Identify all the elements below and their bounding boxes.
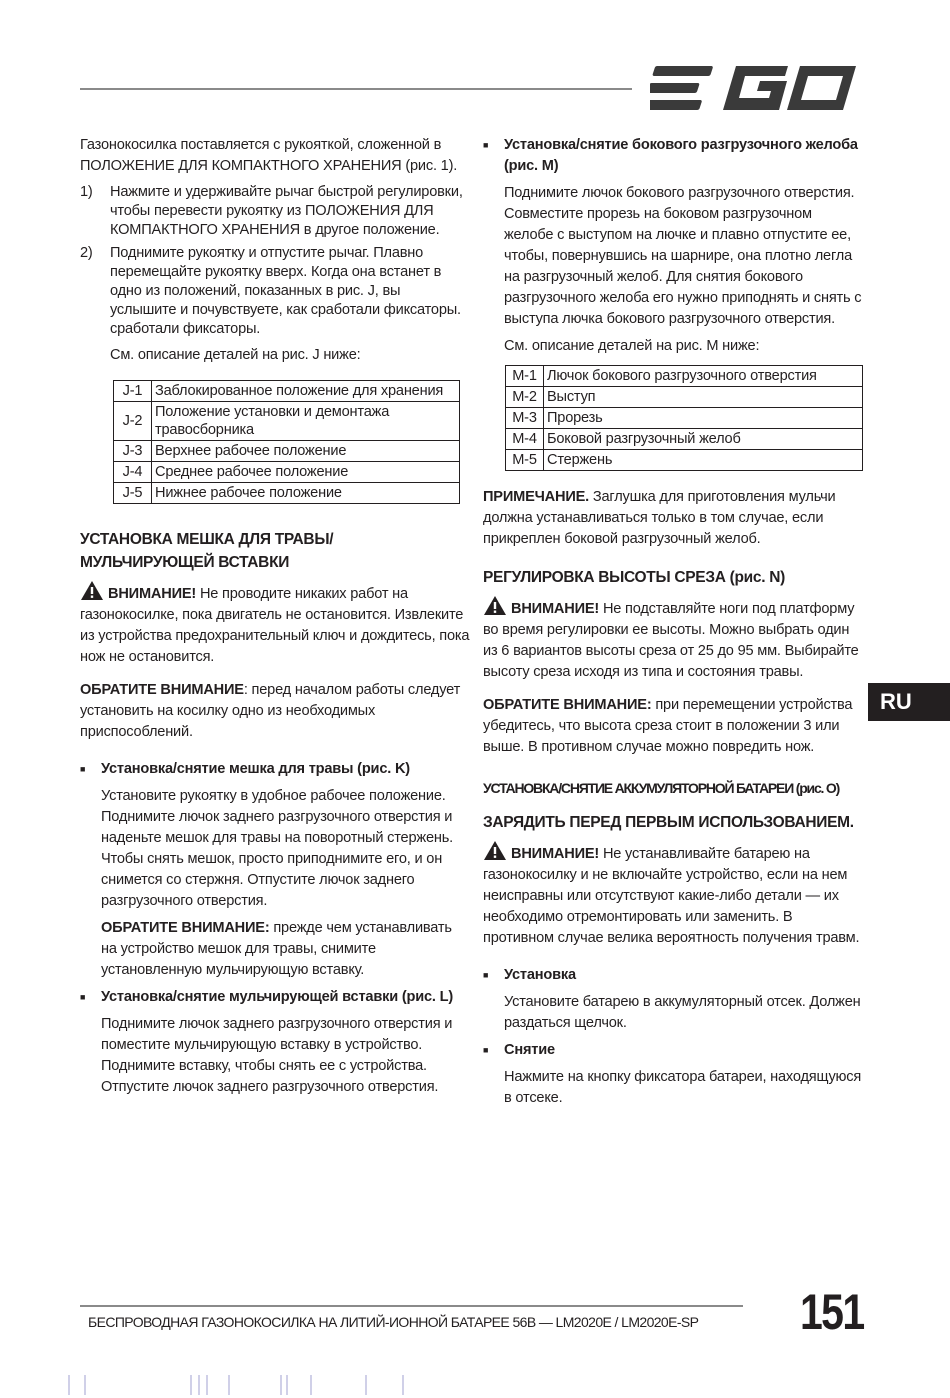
warning-icon — [483, 595, 507, 616]
warning-paragraph: ВНИМАНИЕ! Не проводите никаких работ на газонокосилке, пока двигатель не остановится. Извлеките из устройства предохранительный ключ и дождитесь, пока нож не остановится. — [80, 580, 470, 668]
left-column — [80, 135, 470, 1104]
table-row: J-1 Заблокированное положение для хранения — [114, 381, 460, 402]
bullet-mulch-plug: ■ Установка/снятие мульчирующей вставки (рис. L) — [80, 987, 470, 1008]
section-title-battery: УСТАНОВКА/СНЯТИЕ АККУМУЛЯТОРНОЙ БАТАРЕИ (рис. O) — [483, 780, 840, 796]
table-row: M-3 Прорезь — [506, 408, 863, 429]
battery-warning-paragraph: ВНИМАНИЕ! Не устанавливайте батарею на газонокосилку и не включайте устройство, если на нем неисправны или отсутствуют какие-либо детали — их необходимо отремонтировать или заменить. В противном случае велика вероятность получения травм. — [483, 840, 863, 949]
note-paragraph: ПРИМЕЧАНИЕ. Заглушка для приготовления мульчи должна устанавливаться только в том случае, если прикреплен боковой разгрузочный желоб. — [483, 489, 836, 547]
section-title-cut-height: РЕГУЛИРОВКА ВЫСОТЫ СРЕЗА (рис. N) — [483, 569, 785, 586]
intro-text: Газонокосилка поставляется с рукояткой, сложенной в ПОЛОЖЕНИЕ ДЛЯ КОМПАКТНОГО ХРАНЕНИЯ (рис. 1). — [80, 137, 458, 174]
scan-marks — [60, 1375, 460, 1397]
side-chute-text: Поднимите лючок бокового разгрузочного отверстия. Совместите прорезь на боковом разгрузочном желобе с выступом на лючке и плавно отпустите ее, чтобы, повернувшись на шарнире, она плотно легла на разгрузочный желоб. Для снятия бокового разгрузочного желоба его нужно приподнять и снять с выступа лючка бокового разгрузочного отверстия. — [504, 185, 862, 327]
height-notice-paragraph: ОБРАТИТЕ ВНИМАНИЕ: при перемещении устройства убедитесь, что высота среза стоит в положении 3 или выше. В противном случае можно повредить нож. — [483, 697, 853, 755]
table-ref-m: См. описание деталей на рис. M ниже: — [504, 338, 760, 354]
bullet-install: ■ Установка — [483, 965, 863, 986]
table-row: J-4 Среднее рабочее положение — [114, 462, 460, 483]
install-text: Установите батарею в аккумуляторный отсек. Должен раздаться щелчок. — [504, 994, 861, 1031]
table-ref-j: См. описание деталей на рис. J ниже: — [110, 347, 361, 363]
step-1: 1) Нажмите и удерживайте рычаг быстрой регулировки, чтобы перевести рукоятку из ПОЛОЖЕНИЯ ДЛЯ КОМПАКТНОГО ХРАНЕНИЯ в другое положение. — [80, 184, 463, 238]
table-row: M-1 Лючок бокового разгрузочного отверстия — [506, 366, 863, 387]
table-row: M-5 Стержень — [506, 450, 863, 471]
bullet-side-chute: ■ Установка/снятие бокового разгрузочного желоба (рис. M) — [483, 135, 863, 177]
parts-table-m — [505, 365, 863, 471]
mulch-plug-text: Поднимите лючок заднего разгрузочного отверстия и поместите мульчирующую вставку в устройство. Поднимите вставку, чтобы снять ее с устройства. Отпустите лючок заднего разгрузочного отверстия. — [101, 1016, 453, 1095]
grass-bag-notice: ОБРАТИТЕ ВНИМАНИЕ: прежде чем устанавливать на устройство мешок для травы, снимите установленную мульчирующую вставку. — [101, 920, 452, 978]
grass-bag-text: Установите рукоятку в удобное рабочее положение. Поднимите лючок заднего разгрузочного отверстия и наденьте мешок для травы на поворотный стержень. Чтобы снять мешок, просто приподнимите его, и он снимется со стержня. Отпустите лючок заднего разгрузочного отверстия. — [101, 788, 453, 909]
bullet-square-icon: ■ — [80, 992, 86, 1002]
ego-logo — [650, 64, 862, 112]
section-title-grass-bag: УСТАНОВКА МЕШКА ДЛЯ ТРАВЫ/ МУЛЬЧИРУЮЩЕЙ ВСТАВКИ — [80, 531, 334, 571]
table-row: J-5 Нижнее рабочее положение — [114, 483, 460, 504]
right-column — [483, 135, 863, 1115]
bullet-grass-bag: ■ Установка/снятие мешка для травы (рис. K) — [80, 759, 470, 780]
page-number: 151 — [800, 1284, 864, 1340]
bullet-square-icon: ■ — [483, 140, 489, 150]
table-row: J-3 Верхнее рабочее положение — [114, 441, 460, 462]
notice-paragraph: ОБРАТИТЕ ВНИМАНИЕ: перед началом работы следует установить на косилку одно из необходимых приспособлений. — [80, 682, 461, 740]
section-title-charge: ЗАРЯДИТЬ ПЕРЕД ПЕРВЫМ ИСПОЛЬЗОВАНИЕМ. — [483, 814, 854, 831]
footer-title: БЕСПРОВОДНАЯ ГАЗОНОКОСИЛКА НА ЛИТИЙ-ИОННОЙ БАТАРЕЕ 56В — LM2020E / LM2020E-SP — [88, 1314, 699, 1330]
bullet-square-icon: ■ — [80, 764, 86, 774]
height-warning-paragraph: ВНИМАНИЕ! Не подставляйте ноги под платформу во время регулировки ее высоты. Можно выбрать один из 6 вариантов высоты среза от 25 до 95 мм. Выбирайте высоту среза исходя из типа и состояния травы. — [483, 595, 863, 683]
parts-table-j — [113, 380, 460, 504]
step-2: 2) Поднимите рукоятку и отпустите рычаг. Плавно перемещайте рукоятку вверх. Когда она встанет в одно из положений, показанных в рис. J, вы услышите и почувствуете, как сработали фиксаторы. сработали фиксаторы. — [80, 245, 461, 337]
table-row: M-2 Выступ — [506, 387, 863, 408]
bullet-remove: ■ Снятие — [483, 1040, 863, 1061]
footer-rule — [80, 1305, 743, 1307]
language-tab: RU — [868, 683, 950, 721]
header-rule — [80, 88, 632, 90]
bullet-square-icon: ■ — [483, 970, 489, 980]
warning-icon — [80, 580, 104, 601]
warning-icon — [483, 840, 507, 861]
table-row: J-2 Положение установки и демонтажа травосборника — [114, 402, 460, 441]
table-row: M-4 Боковой разгрузочный желоб — [506, 429, 863, 450]
bullet-square-icon: ■ — [483, 1045, 489, 1055]
remove-text: Нажмите на кнопку фиксатора батареи, находящуюся в отсеке. — [504, 1069, 862, 1106]
